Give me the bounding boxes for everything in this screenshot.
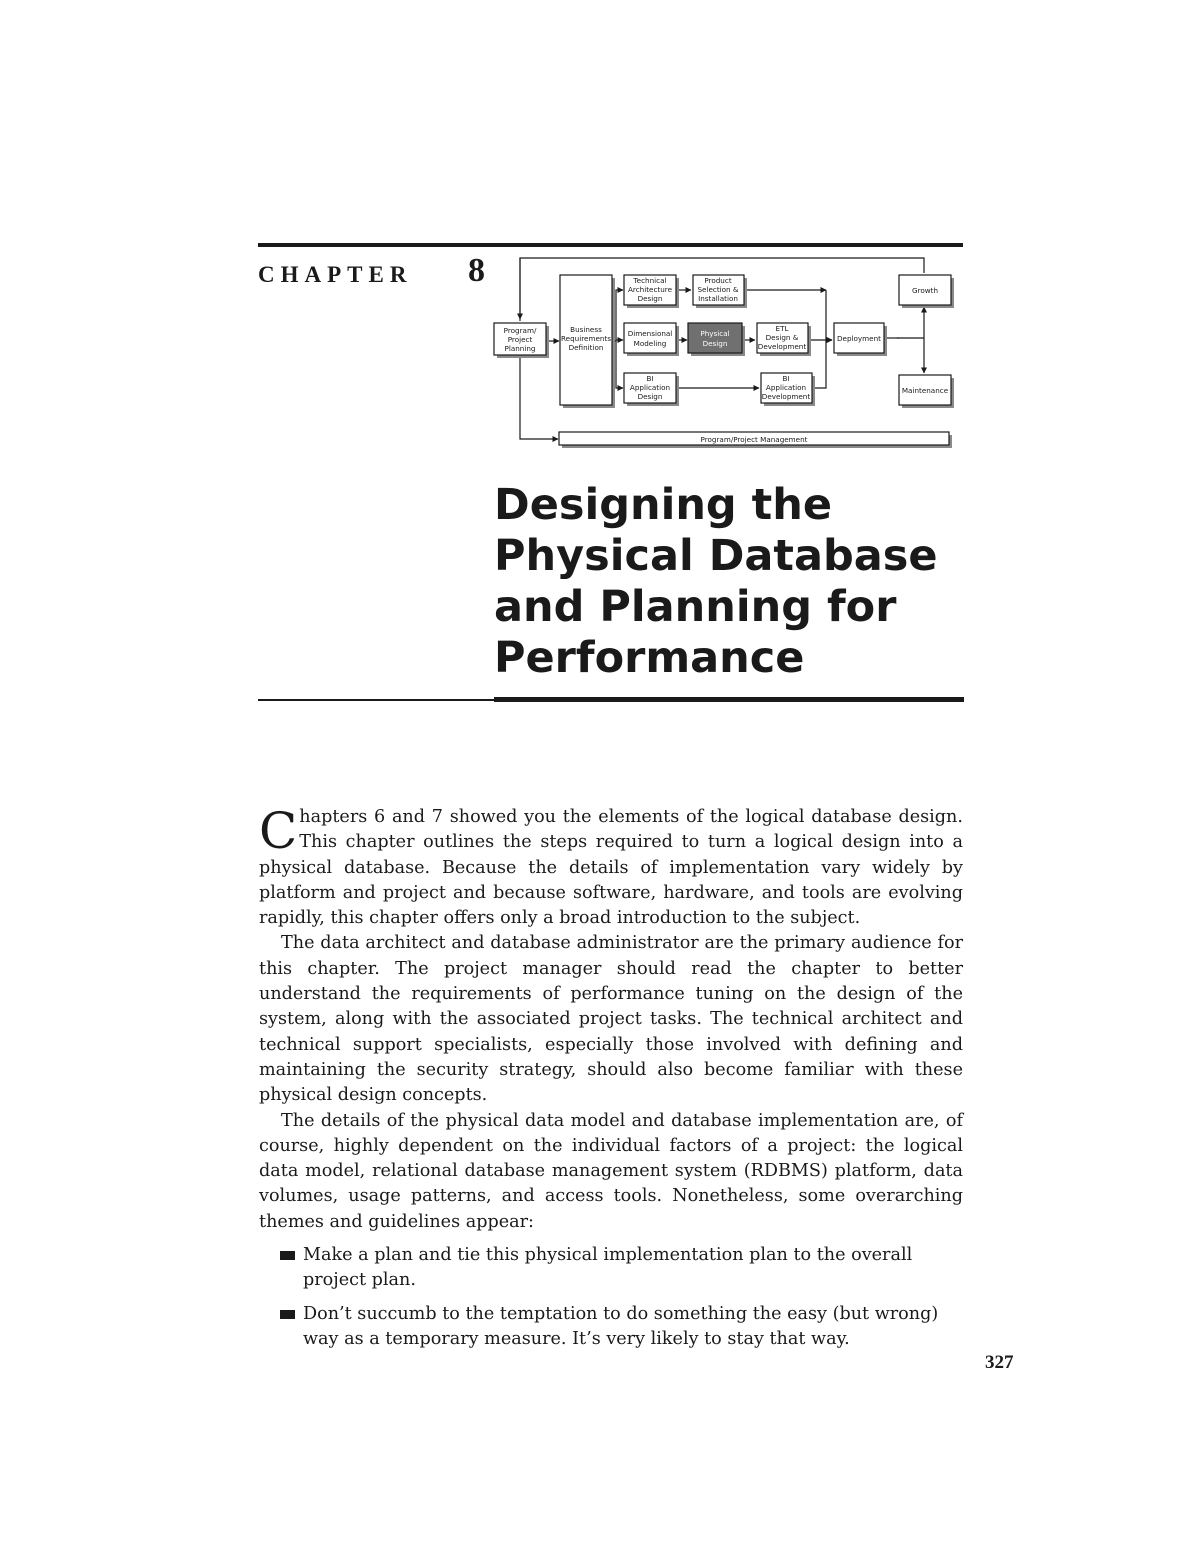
box-tech-arch-line2: Architecture [627,285,673,294]
list-item-text: Don’t succumb to the temptation to do something the easy (but wrong) way as a temporary measure. It’s very likely to stay that way. [303,1303,939,1349]
box-program-management-label: Program/Project Management [700,435,808,444]
chapter-top-rule [258,243,963,247]
box-maintenance-label: Maintenance [901,386,949,395]
chapter-number: 8 [468,252,485,289]
box-dimensional-line2: Modeling [633,339,667,348]
box-etl [757,323,811,356]
box-bi-design-line2: Application [629,383,671,392]
guidelines-list [259,1243,963,1352]
box-physical-design [688,323,745,356]
drop-cap: C [259,802,298,860]
paragraph-intro-text: hapters 6 and 7 showed you the elements of the logical database design. This chapter outlines the steps required to turn a logical design into a physical database. Because the details of implementation vary widely by platform and project and because software, hardware, and tools are evolving rapidly, this chapter offers only a broad introduction to the subject. [259,807,963,929]
title-bottom-rule-thin [258,699,494,701]
box-business-req-line1: Business [570,325,602,334]
box-physical-line1: Physical [700,329,730,338]
list-item [259,1243,963,1294]
page-number: 327 [985,1352,1014,1373]
bullet-square-icon [280,1310,295,1319]
box-dimensional-modeling [624,323,679,356]
box-program-planning-line2: Project [507,335,533,344]
box-business-requirements [560,275,615,408]
chapter-label: CHAPTER [258,262,413,287]
box-maintenance [899,375,954,408]
box-bi-app-design [624,373,679,406]
box-bi-design-line3: Design [637,392,663,401]
chapter-title: Designing the Physical Database and Planning for Performance [494,480,938,683]
box-etl-line1: ETL [775,324,789,333]
box-deployment-label: Deployment [837,334,881,343]
box-program-planning-line3: Planning [504,344,536,353]
paragraph-audience: The data architect and database administrator are the primary audience for this chapter. The project manager should read the chapter to better understand the requirements of performance tuning on the design of the system, along with the associated project tasks. The technical architect and technical support specialists, especially those involved with defining and maintaining the security strategy, should also become familiar with these physical design concepts. [259,933,963,1106]
lifecycle-diagram [485,255,965,455]
list-item [259,1302,963,1353]
box-etl-line3: Development [757,342,807,351]
box-bi-design-line1: BI [646,374,654,383]
box-program-planning [494,323,549,358]
box-dimensional-line1: Dimensional [627,329,673,338]
box-bi-dev-line3: Development [761,392,811,401]
box-bi-dev-line2: Application [765,383,807,392]
chapter-body [259,802,963,1360]
box-deployment [834,323,887,356]
box-tech-arch-line1: Technical [633,276,667,285]
box-bi-dev-line1: BI [782,374,790,383]
box-tech-arch-line3: Design [637,294,663,303]
box-product-selection [693,275,747,308]
box-physical-line2: Design [702,339,728,348]
box-growth [899,275,954,308]
box-technical-architecture [624,275,679,308]
box-program-planning-line1: Program/ [503,326,537,335]
paragraph-themes: The details of the physical data model and database implementation are, of course, highly dependent on the individual factors of a project: the logical data model, relational database management system (RDBMS) platform, data volumes, usage patterns, and access tools. Nonetheless, some overarching themes and guidelines appear: [259,1110,963,1232]
title-bottom-rule-thick [494,697,964,702]
box-product-line3: Installation [698,294,738,303]
box-bi-app-development [761,373,815,406]
paragraph-intro [259,802,963,931]
box-business-req-line2: Requirements [561,334,611,343]
bullet-square-icon [280,1251,295,1260]
box-growth-label: Growth [911,286,939,295]
box-program-management [559,432,952,448]
list-item-text: Make a plan and tie this physical implementation plan to the overall project plan. [303,1245,913,1291]
box-business-req-line3: Definition [568,343,604,352]
box-product-line1: Product [704,276,732,285]
box-product-line2: Selection & [697,285,739,294]
box-etl-line2: Design & [765,333,799,342]
